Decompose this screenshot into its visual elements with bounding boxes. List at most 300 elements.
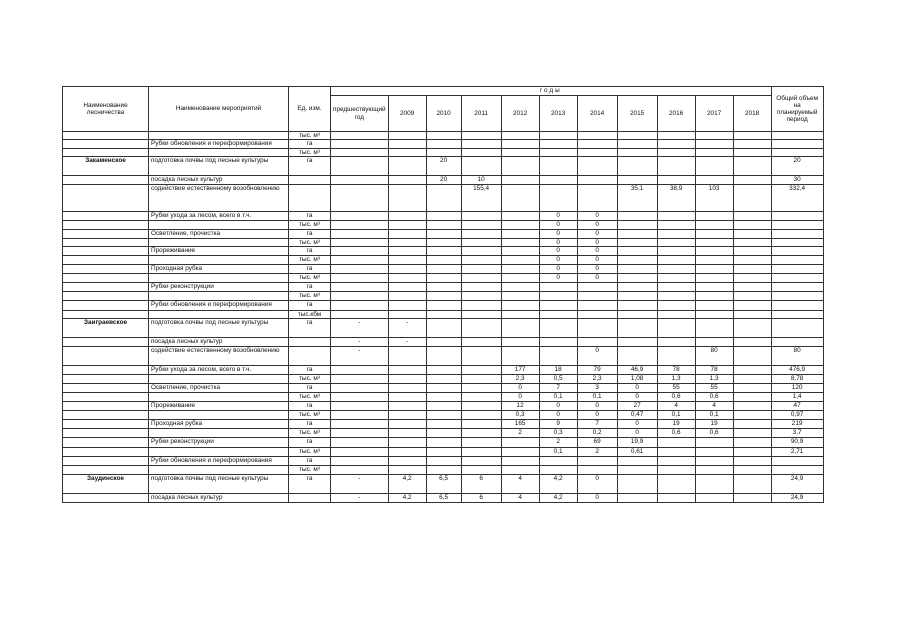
value-cell: 2 [501,429,539,438]
unit-cell: га [289,402,331,411]
value-cell: 1,3 [657,375,695,384]
forestry-name [63,238,149,246]
value-cell [695,448,733,457]
value-cell [426,291,461,300]
value-cell [733,255,771,264]
value-cell [461,384,501,393]
measure-name: Рубки обновления и переформирования [149,140,289,149]
value-cell [501,140,539,149]
value-cell [695,176,733,185]
value-cell [539,457,577,466]
table-row [63,448,824,457]
value-cell [461,347,501,366]
value-cell [577,132,617,140]
total-cell [771,140,823,149]
value-cell [331,157,389,176]
value-cell [331,310,389,318]
value-cell [426,255,461,264]
value-cell: 3 [577,384,617,393]
total-cell [771,457,823,466]
total-cell: 24,9 [771,494,823,503]
value-cell [577,185,617,212]
value-cell [539,157,577,176]
unit-cell: тыс.кбм [289,310,331,318]
value-cell [733,429,771,438]
total-cell: 24,9 [771,475,823,494]
value-cell [657,229,695,238]
value-cell [733,291,771,300]
value-cell [461,457,501,466]
unit-cell: тыс. м³ [289,132,331,140]
unit-cell: га [289,457,331,466]
unit-cell [289,494,331,503]
value-cell [461,229,501,238]
total-cell [771,466,823,475]
table-row [63,273,824,282]
value-cell: 19,9 [617,438,657,448]
header-year: 2018 [733,96,771,132]
unit-cell: га [289,438,331,448]
value-cell [501,300,539,310]
value-cell [657,338,695,347]
value-cell [733,475,771,494]
value-cell [426,457,461,466]
measure-name: Рубки ухода за лесом, всего в т.ч. [149,212,289,221]
unit-cell [289,185,331,212]
value-cell [695,255,733,264]
total-cell: 219 [771,420,823,429]
forestry-plan-table [62,86,824,503]
value-cell [501,246,539,255]
value-cell: 0,2 [577,429,617,438]
forestry-name [63,246,149,255]
value-cell [577,291,617,300]
value-cell [733,246,771,255]
value-cell [501,149,539,157]
value-cell [539,149,577,157]
forestry-name [63,347,149,366]
value-cell: 0 [577,246,617,255]
value-cell [617,246,657,255]
value-cell [733,132,771,140]
value-cell [657,291,695,300]
value-cell: 0 [577,229,617,238]
value-cell [695,310,733,318]
value-cell [733,185,771,212]
forestry-name [63,375,149,384]
forestry-name [63,291,149,300]
value-cell [461,366,501,375]
value-cell [733,457,771,466]
forestry-name [63,255,149,264]
table-row [63,438,824,448]
value-cell: 2 [577,448,617,457]
forestry-name [63,494,149,503]
value-cell [331,402,389,411]
unit-cell: тыс. м³ [289,238,331,246]
value-cell [461,149,501,157]
value-cell [695,212,733,221]
value-cell: 155,4 [461,185,501,212]
header-total: Общий объем на планируемый период [771,87,823,132]
value-cell: 0 [539,238,577,246]
value-cell [501,221,539,229]
value-cell [426,282,461,291]
value-cell [426,466,461,475]
total-cell: 332,4 [771,185,823,212]
value-cell [695,291,733,300]
header-year: 2016 [657,96,695,132]
unit-cell: тыс. м³ [289,221,331,229]
value-cell [388,448,426,457]
value-cell [733,140,771,149]
unit-cell: тыс. м³ [289,466,331,475]
total-cell: 1,4 [771,393,823,402]
value-cell: 0 [539,221,577,229]
value-cell [733,282,771,291]
value-cell [617,132,657,140]
value-cell [695,229,733,238]
value-cell [461,393,501,402]
forestry-name [63,229,149,238]
value-cell [695,140,733,149]
value-cell [388,149,426,157]
table-row [63,185,824,212]
value-cell: 35,1 [617,185,657,212]
measure-name: подготовка почвы под лесные культуры [149,475,289,494]
value-cell: 0,6 [657,393,695,402]
unit-cell: тыс. м³ [289,411,331,420]
value-cell: 6 [461,475,501,494]
measure-name: посадка лесных культур [149,494,289,503]
total-cell [771,338,823,347]
header-year: 2014 [577,96,617,132]
value-cell: - [331,338,389,347]
unit-cell: га [289,475,331,494]
value-cell [388,221,426,229]
value-cell [388,212,426,221]
value-cell [617,176,657,185]
value-cell [426,411,461,420]
value-cell [539,291,577,300]
value-cell [695,466,733,475]
header-years-group: годы [331,87,772,96]
value-cell [426,149,461,157]
value-cell [501,212,539,221]
value-cell: 7 [577,420,617,429]
value-cell [577,176,617,185]
table-row [63,229,824,238]
value-cell [733,319,771,338]
value-cell: 0 [577,273,617,282]
header-measures: Наименование мероприятий [149,87,289,132]
total-cell [771,273,823,282]
value-cell: 0 [617,393,657,402]
value-cell [501,319,539,338]
value-cell [695,475,733,494]
value-cell [501,457,539,466]
value-cell [461,132,501,140]
value-cell: 0 [577,347,617,366]
value-cell [577,457,617,466]
value-cell: - [331,319,389,338]
measure-name: Осветление, прочистка [149,384,289,393]
value-cell [695,494,733,503]
value-cell [733,411,771,420]
value-cell [617,310,657,318]
value-cell: 0,5 [539,375,577,384]
value-cell [539,185,577,212]
forestry-name [63,300,149,310]
value-cell [733,448,771,457]
forestry-name: Заудинское [63,475,149,494]
table-row [63,157,824,176]
value-cell [501,291,539,300]
value-cell [695,157,733,176]
value-cell [657,475,695,494]
value-cell: 0,3 [501,411,539,420]
unit-cell: га [289,282,331,291]
value-cell: 19 [657,420,695,429]
header-prev-year: предшествующий год [331,96,389,132]
value-cell [539,176,577,185]
measure-name [149,273,289,282]
value-cell [577,466,617,475]
unit-cell: га [289,366,331,375]
header-year: 2012 [501,96,539,132]
value-cell [733,176,771,185]
value-cell [461,291,501,300]
value-cell: 80 [695,347,733,366]
measure-name: Осветление, прочистка [149,229,289,238]
measure-name [149,132,289,140]
value-cell [577,157,617,176]
value-cell: 0 [577,255,617,264]
total-cell: 8,78 [771,375,823,384]
value-cell: 0 [617,384,657,393]
value-cell [617,229,657,238]
value-cell [657,282,695,291]
value-cell [388,273,426,282]
measure-name: Рубки ухода за лесом, всего в т.ч. [149,366,289,375]
value-cell: 103 [695,185,733,212]
forestry-name [63,420,149,429]
value-cell [426,300,461,310]
value-cell [733,384,771,393]
value-cell [461,221,501,229]
value-cell [331,185,389,212]
value-cell [331,366,389,375]
total-cell [771,246,823,255]
value-cell [388,157,426,176]
forestry-name [63,411,149,420]
value-cell [388,429,426,438]
total-cell [771,282,823,291]
value-cell: 0 [539,246,577,255]
value-cell [388,438,426,448]
value-cell [617,457,657,466]
value-cell [388,132,426,140]
value-cell [461,411,501,420]
value-cell: 2,3 [501,375,539,384]
total-cell [771,212,823,221]
value-cell [695,273,733,282]
value-cell [657,264,695,273]
value-cell [388,393,426,402]
measure-name: Рубки реконструкции [149,438,289,448]
forestry-name [63,448,149,457]
value-cell [331,176,389,185]
value-cell [617,338,657,347]
value-cell [331,264,389,273]
total-cell [771,149,823,157]
value-cell [426,438,461,448]
unit-cell [289,176,331,185]
unit-cell: га [289,384,331,393]
table-row [63,264,824,273]
value-cell [461,238,501,246]
value-cell [657,157,695,176]
value-cell [617,273,657,282]
forestry-name [63,457,149,466]
value-cell [388,282,426,291]
value-cell: 4 [695,402,733,411]
value-cell [733,402,771,411]
value-cell: 0,1 [577,393,617,402]
total-cell: 30 [771,176,823,185]
value-cell [501,273,539,282]
value-cell [733,157,771,176]
value-cell [331,438,389,448]
table-row [63,300,824,310]
forestry-name [63,310,149,318]
value-cell [733,310,771,318]
value-cell [617,494,657,503]
value-cell [657,300,695,310]
value-cell [539,140,577,149]
value-cell [388,255,426,264]
value-cell [388,264,426,273]
value-cell [733,438,771,448]
value-cell: 0,6 [695,429,733,438]
value-cell [501,310,539,318]
value-cell: 0 [539,255,577,264]
value-cell [657,246,695,255]
value-cell [426,366,461,375]
value-cell [617,157,657,176]
unit-cell: тыс. м³ [289,448,331,457]
measure-name: Проходная рубка [149,264,289,273]
value-cell [461,255,501,264]
measure-name: содействие естественному возобновлению [149,347,289,366]
value-cell [501,338,539,347]
value-cell: 0,3 [539,429,577,438]
unit-cell: тыс. м³ [289,375,331,384]
value-cell [733,494,771,503]
measure-name: подготовка почвы под лесные культуры [149,157,289,176]
value-cell [426,229,461,238]
value-cell: 0 [501,384,539,393]
measure-name [149,149,289,157]
value-cell [388,140,426,149]
value-cell [695,438,733,448]
value-cell: 0 [617,429,657,438]
value-cell: 0 [577,238,617,246]
table-row [63,375,824,384]
value-cell: 78 [657,366,695,375]
value-cell [331,282,389,291]
value-cell [388,420,426,429]
value-cell [657,438,695,448]
value-cell [331,255,389,264]
value-cell [617,347,657,366]
value-cell [657,319,695,338]
total-cell: 2,71 [771,448,823,457]
value-cell [695,149,733,157]
table-row [63,212,824,221]
value-cell: 4,2 [388,475,426,494]
value-cell [539,319,577,338]
value-cell [461,429,501,438]
value-cell [388,466,426,475]
value-cell [617,212,657,221]
forestry-name [63,176,149,185]
value-cell [461,246,501,255]
value-cell [461,448,501,457]
forestry-name [63,393,149,402]
value-cell: 2 [539,438,577,448]
value-cell [733,375,771,384]
forestry-name: Закаменское [63,157,149,176]
value-cell [657,273,695,282]
value-cell [501,466,539,475]
value-cell [388,291,426,300]
value-cell [617,319,657,338]
header-year: 2009 [388,96,426,132]
value-cell: 0,1 [539,448,577,457]
value-cell [331,229,389,238]
unit-cell: га [289,420,331,429]
table-row [63,393,824,402]
header-year: 2011 [461,96,501,132]
value-cell [733,338,771,347]
value-cell [501,347,539,366]
value-cell [388,176,426,185]
value-cell: 27 [617,402,657,411]
value-cell [426,402,461,411]
value-cell: 0 [539,264,577,273]
value-cell [426,420,461,429]
value-cell [501,448,539,457]
value-cell [388,300,426,310]
table-row [63,221,824,229]
value-cell [577,338,617,347]
value-cell [733,466,771,475]
value-cell [461,273,501,282]
value-cell [577,300,617,310]
value-cell [695,300,733,310]
value-cell: - [331,347,389,366]
table-row [63,132,824,140]
value-cell: 69 [577,438,617,448]
measure-name [149,429,289,438]
value-cell: 0,1 [695,411,733,420]
value-cell: 9 [539,420,577,429]
value-cell: 0 [539,402,577,411]
forestry-name [63,402,149,411]
value-cell: 55 [657,384,695,393]
measure-name [149,221,289,229]
